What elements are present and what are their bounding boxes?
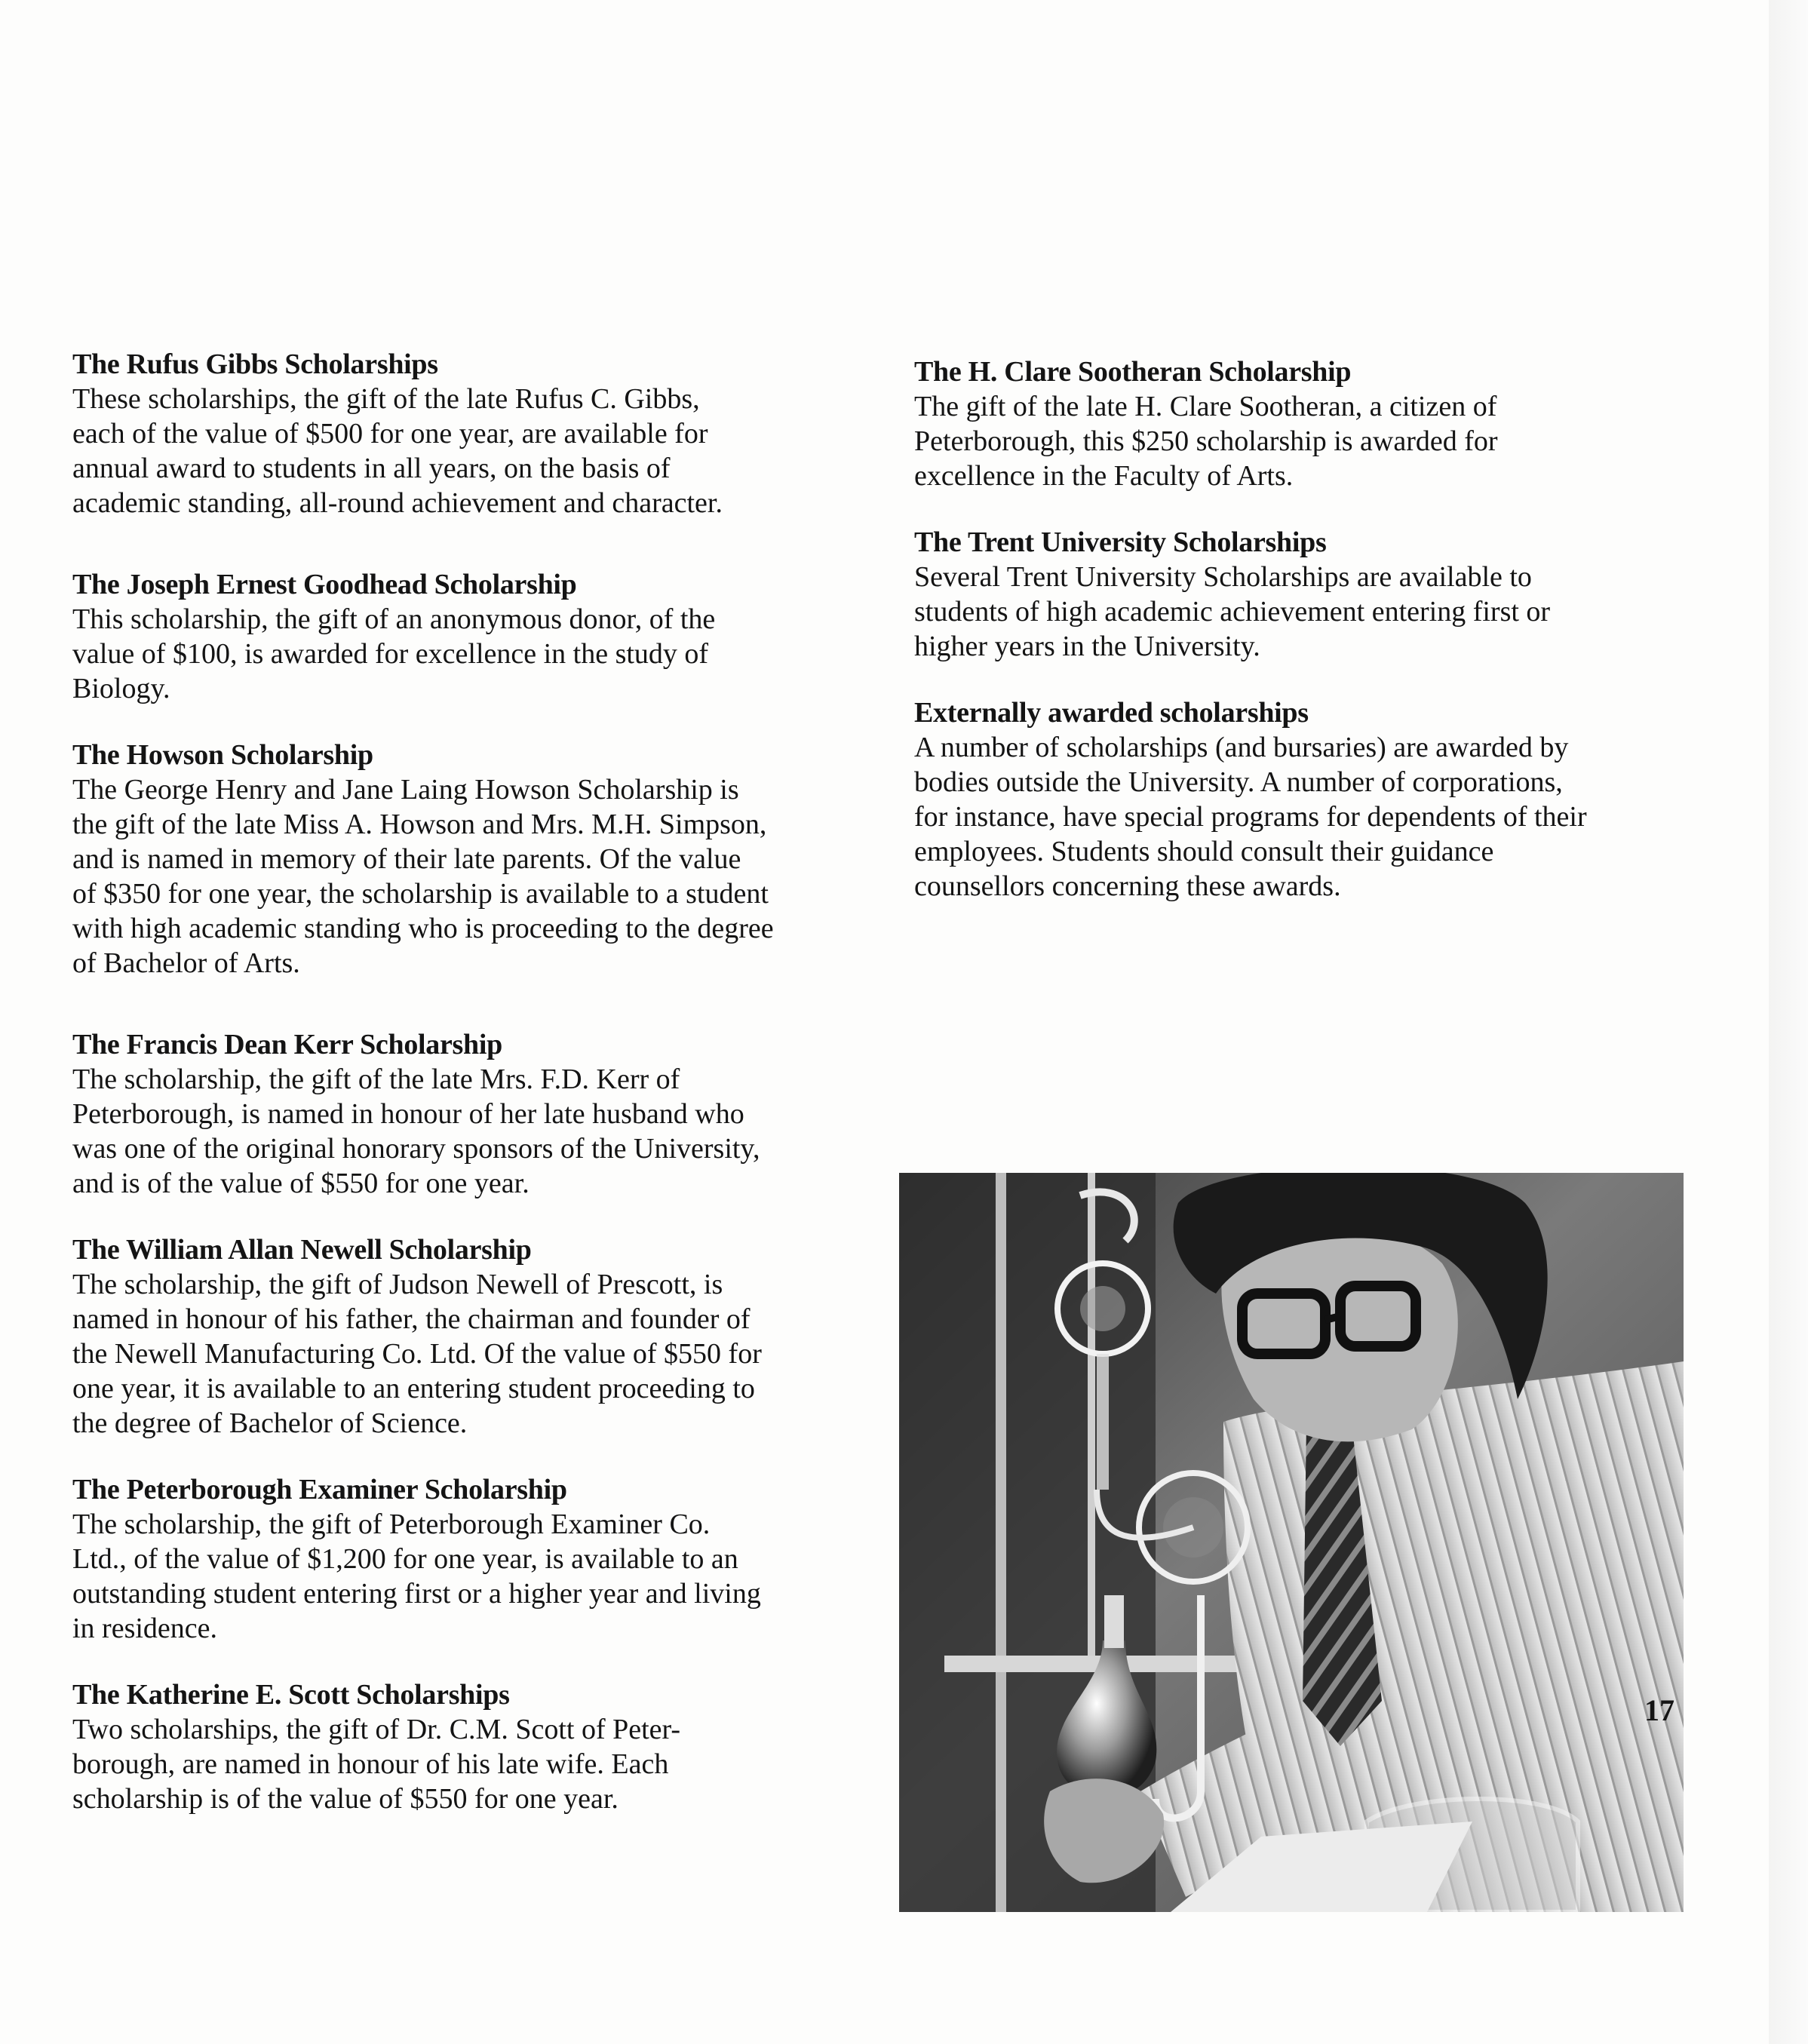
entry-title: The William Allan Newell Scholarship xyxy=(72,1234,532,1266)
entry-line: Peterborough, is named in honour of her late husband who xyxy=(72,1098,744,1130)
entry-line: Two scholarships, the gift of Dr. C.M. Scott of Peter- xyxy=(72,1714,681,1745)
entry-title: The Trent University Scholarships xyxy=(914,526,1327,558)
left-column xyxy=(72,347,887,1816)
entry-line: The scholarship, the gift of the late Mrs. F.D. Kerr of xyxy=(72,1063,680,1095)
entry-line: and is named in memory of their late parents. Of the value xyxy=(72,843,741,875)
entry-title: The Howson Scholarship xyxy=(72,739,373,771)
entry-title: Externally awarded scholarships xyxy=(914,697,1309,729)
entry-examiner xyxy=(72,1472,887,1646)
entry-title: The Peterborough Examiner Scholarship xyxy=(72,1474,567,1505)
entry-scott xyxy=(72,1677,887,1816)
entry-line: scholarship is of the value of $550 for one year. xyxy=(72,1783,619,1815)
entry-line: value of $100, is awarded for excellence in the study of xyxy=(72,638,709,670)
entry-title: The Rufus Gibbs Scholarships xyxy=(72,348,438,380)
entry-newell xyxy=(72,1232,887,1441)
right-column xyxy=(914,354,1714,904)
entry-line: Ltd., of the value of $1,200 for one year, is available to an xyxy=(72,1543,738,1575)
entry-line: The scholarship, the gift of Peterborough Examiner Co. xyxy=(72,1508,711,1540)
entry-kerr xyxy=(72,1027,887,1201)
entry-line: excellence in the Faculty of Arts. xyxy=(914,460,1294,492)
entry-line: employees. Students should consult their guidance xyxy=(914,836,1494,867)
entry-sootheran xyxy=(914,354,1714,493)
entry-title: The Joseph Ernest Goodhead Scholarship xyxy=(72,569,577,600)
entry-howson xyxy=(72,738,887,981)
entry-line: of $350 for one year, the scholarship is available to a student xyxy=(72,878,769,910)
entry-line: for instance, have special programs for dependents of their xyxy=(914,801,1587,833)
entry-title: The Katherine E. Scott Scholarships xyxy=(72,1679,510,1711)
entry-line: the Newell Manufacturing Co. Ltd. Of the value of $550 for xyxy=(72,1338,762,1370)
entry-line: academic standing, all-round achievement and character. xyxy=(72,487,723,519)
entry-rufus-gibbs xyxy=(72,347,887,520)
entry-line: and is of the value of $550 for one year. xyxy=(72,1168,530,1199)
entry-line: annual award to students in all years, on the basis of xyxy=(72,453,671,484)
entry-trent xyxy=(914,525,1714,664)
entry-title: The Francis Dean Kerr Scholarship xyxy=(72,1029,502,1060)
entry-line: Peterborough, this $250 scholarship is awarded for xyxy=(914,425,1498,457)
entry-line: in residence. xyxy=(72,1613,218,1644)
entry-line: The George Henry and Jane Laing Howson Scholarship is xyxy=(72,774,739,806)
entry-line: bodies outside the University. A number of corporations, xyxy=(914,766,1563,798)
page-number: 17 xyxy=(1644,1693,1674,1727)
entry-line: with high academic standing who is proceeding to the degree xyxy=(72,913,774,944)
entry-line: the gift of the late Miss A. Howson and Mrs. M.H. Simpson, xyxy=(72,809,767,840)
entry-line: one year, it is available to an entering student proceeding to xyxy=(72,1373,755,1404)
entry-line: of Bachelor of Arts. xyxy=(72,947,300,979)
entry-line: named in honour of his father, the chairman and founder of xyxy=(72,1303,751,1335)
entry-line: students of high academic achievement entering first or xyxy=(914,596,1551,628)
entry-line: These scholarships, the gift of the late Rufus C. Gibbs, xyxy=(72,383,700,415)
entry-line: The gift of the late H. Clare Sootheran, a citizen of xyxy=(914,391,1497,422)
page-edge-shadow xyxy=(1769,0,1808,2044)
entry-line: This scholarship, the gift of an anonymous donor, of the xyxy=(72,603,716,635)
entry-goodhead xyxy=(72,567,887,706)
entry-line: higher years in the University. xyxy=(914,631,1260,662)
entry-line: outstanding student entering first or a higher year and living xyxy=(72,1578,761,1610)
entry-line: counsellors concerning these awards. xyxy=(914,870,1341,902)
entry-line: Several Trent University Scholarships are available to xyxy=(914,561,1532,593)
entry-line: each of the value of $500 for one year, are available for xyxy=(72,418,708,450)
entry-line: the degree of Bachelor of Science. xyxy=(72,1407,468,1439)
entry-external xyxy=(914,695,1714,904)
entry-line: A number of scholarships (and bursaries) are awarded by xyxy=(914,732,1569,763)
entry-line: borough, are named in honour of his late wife. Each xyxy=(72,1748,669,1780)
entry-title: The H. Clare Sootheran Scholarship xyxy=(914,356,1352,388)
entry-line: The scholarship, the gift of Judson Newell of Prescott, is xyxy=(72,1269,723,1300)
entry-line: Biology. xyxy=(72,673,170,704)
entry-line: was one of the original honorary sponsors of the University, xyxy=(72,1133,760,1165)
laboratory-photo xyxy=(899,1173,1684,1912)
